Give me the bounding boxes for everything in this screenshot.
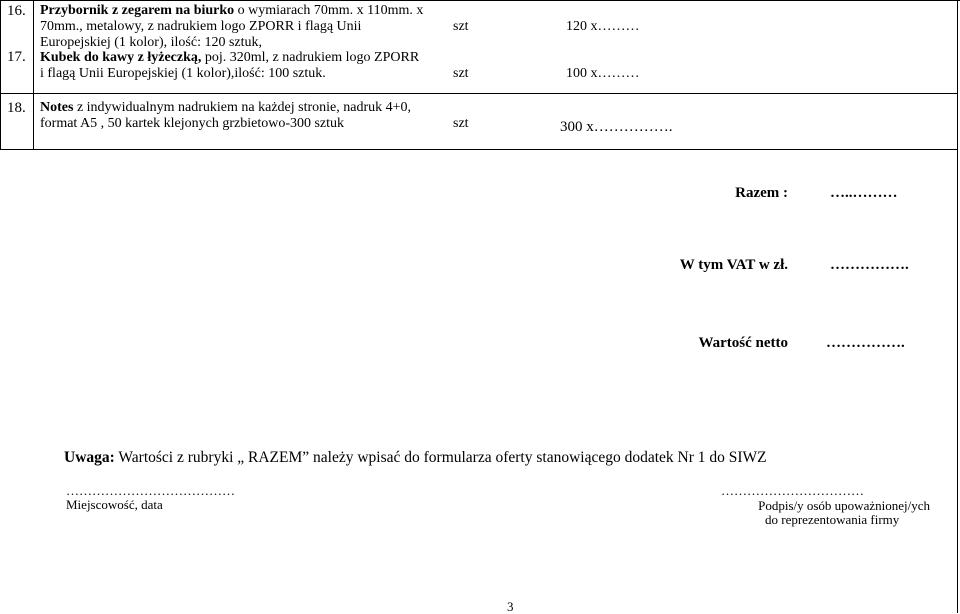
item-description [40,4,423,18]
table-border-left [0,0,1,150]
item-desc-text: poj. 320ml, z nadrukiem logo ZPORR [201,50,420,65]
unit-label: szt [453,19,469,34]
razem-value: …..……… [830,185,898,201]
vat-label: W tym VAT w zł. [679,257,788,273]
quantity-field: 300 x……………. [560,119,673,135]
unit-label: szt [453,116,469,131]
quantity-field: 100 x……… [566,66,640,81]
vat-value: ……………. [830,257,909,273]
place-date-dots: ………………………………… [66,483,235,498]
item-desc-text: format A5 , 50 kartek klejonych grzbietowo-300 sztuk [40,116,345,131]
row-number: 16. [7,3,26,19]
item-name: Przybornik z zegarem na biurko [40,3,235,18]
table-row-divider [0,149,957,150]
note-label: Uwaga: [64,449,115,466]
netto-value: ……………. [826,335,905,351]
page-number: 3 [507,599,514,614]
unit-label: szt [453,66,469,81]
signature-label: Podpis/y osób upoważnionej/ych [758,498,930,513]
item-desc-text: o wymiarach 70mm. x 110mm. x [234,3,424,18]
item-description [40,101,411,115]
place-date-label: Miejscowość, data [66,497,163,512]
item-description [40,51,419,65]
row-number: 18. [7,100,26,116]
item-desc-text: z indywidualnym nadrukiem na każdej stronie, nadruk 4+0, [73,100,412,115]
item-name: Notes [40,100,74,115]
item-name: Kubek do kawy z łyżeczką, [40,50,202,65]
signature-dots: …………………………… [721,483,864,498]
table-row-divider [0,93,957,94]
item-desc-text: 70mm., metalowy, z nadrukiem logo ZPORR i flagą Unii [40,19,362,34]
signature-label: do reprezentowania firmy [765,512,900,527]
item-desc-text: i flagą Unii Europejskiej (1 kolor),ilość: 100 sztuk. [40,66,326,81]
note-text: Wartości z rubryki „ RAZEM” należy wpisać do formularza oferty stanowiącego dodatek Nr 1 do SIWZ [114,449,767,466]
row-number: 17. [7,49,26,65]
quantity-field: 120 x……… [566,19,640,34]
note [64,450,767,466]
razem-label: Razem : [735,185,788,201]
table-border-col1 [33,0,34,150]
item-desc-text: Europejskiej (1 kolor), ilość: 120 sztuk, [40,35,263,50]
table-border-top [0,0,960,1]
netto-label: Wartość netto [698,335,788,351]
table-border-right [957,0,958,613]
